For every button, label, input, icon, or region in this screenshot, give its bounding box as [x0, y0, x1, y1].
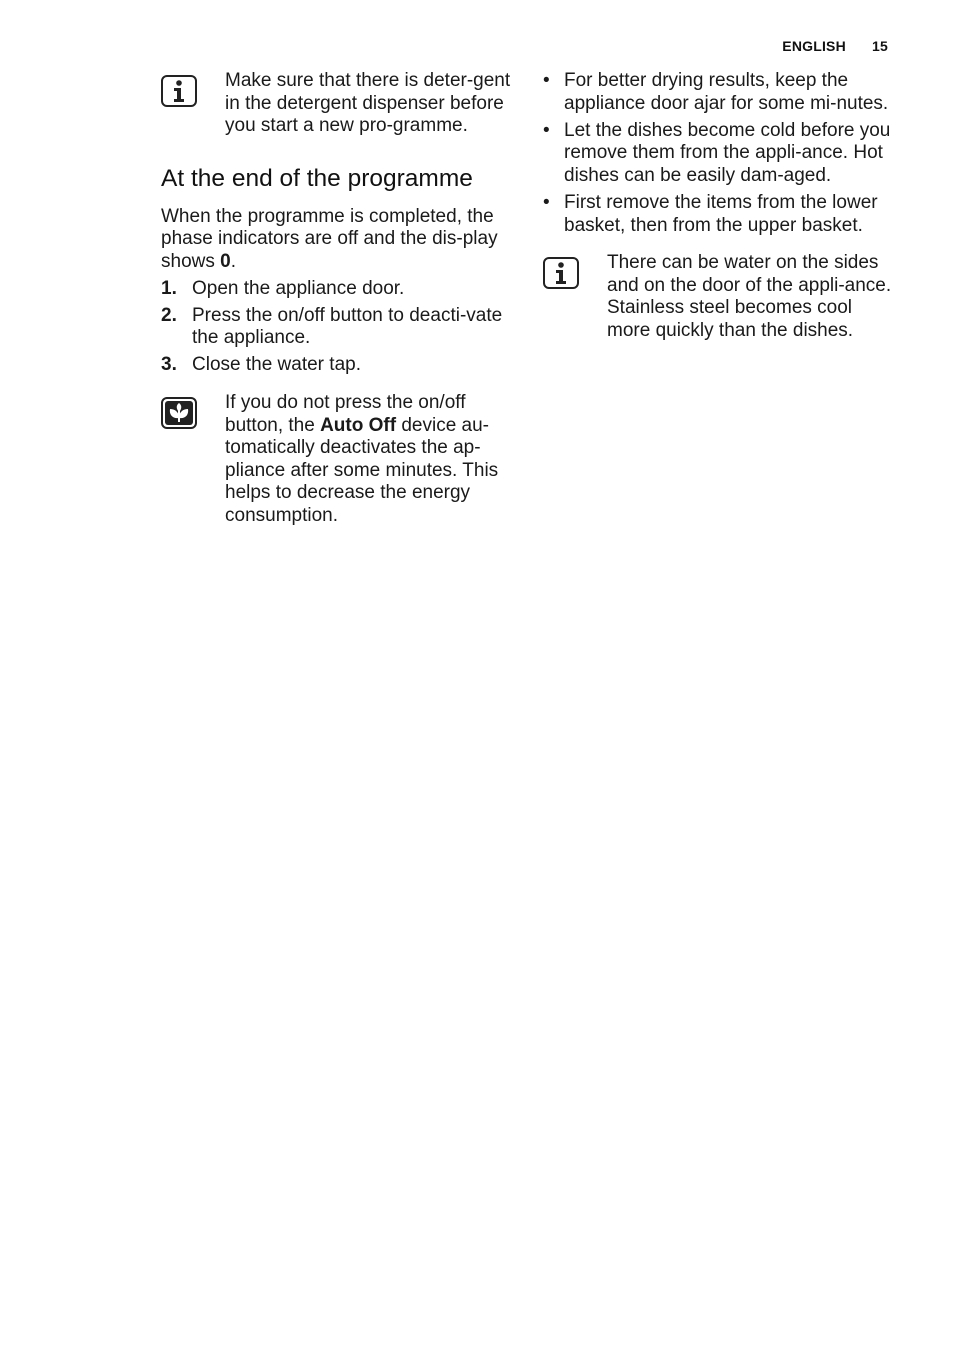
- list-item: • For better drying results, keep the appliance door ajar for some mi-nutes.: [543, 70, 889, 114]
- language-label: ENGLISH: [782, 38, 846, 54]
- list-item: • Let the dishes become cold before you remove them from the appli-ance. Hot dishes can be easily dam-aged.: [543, 119, 891, 186]
- page-number: 15: [872, 38, 888, 54]
- note-text: Make sure that there is deter-gent in the detergent dispenser before you start a new pro-gramme.: [225, 70, 511, 137]
- eco-note-auto-off: [161, 392, 513, 528]
- display-value: 0: [220, 250, 231, 272]
- step-item: 1. Open the appliance door.: [161, 277, 405, 299]
- intro-paragraph: When the programme is completed, the phase indicators are off and the dis-play shows 0.: [161, 205, 498, 272]
- right-column: [543, 70, 898, 343]
- steps-list: [161, 278, 513, 377]
- eco-leaf-icon: [161, 397, 197, 429]
- section-heading: At the end of the programme: [161, 164, 473, 192]
- info-note-water: [543, 252, 898, 342]
- page-header: [782, 38, 888, 54]
- step-item: 3. Close the water tap.: [161, 354, 361, 376]
- info-note-detergent: [161, 70, 513, 138]
- auto-off-label: Auto Off: [320, 414, 397, 436]
- note-text: If you do not press the on/off button, the Auto Off device au-tomatically deactivates the ap-pliance after some minutes. This helps to decrease the energy consumption.: [225, 391, 499, 526]
- step-item: 2. Press the on/off button to deacti-vate the appliance.: [161, 304, 503, 349]
- tips-list: [543, 70, 898, 237]
- left-column: [161, 70, 513, 528]
- info-icon: [161, 75, 197, 107]
- note-text: There can be water on the sides and on the door of the appli-ance. Stainless steel becomes cool more quickly than the dishes.: [607, 252, 892, 341]
- info-icon: [543, 257, 579, 289]
- list-item: • First remove the items from the lower basket, then from the upper basket.: [543, 191, 878, 236]
